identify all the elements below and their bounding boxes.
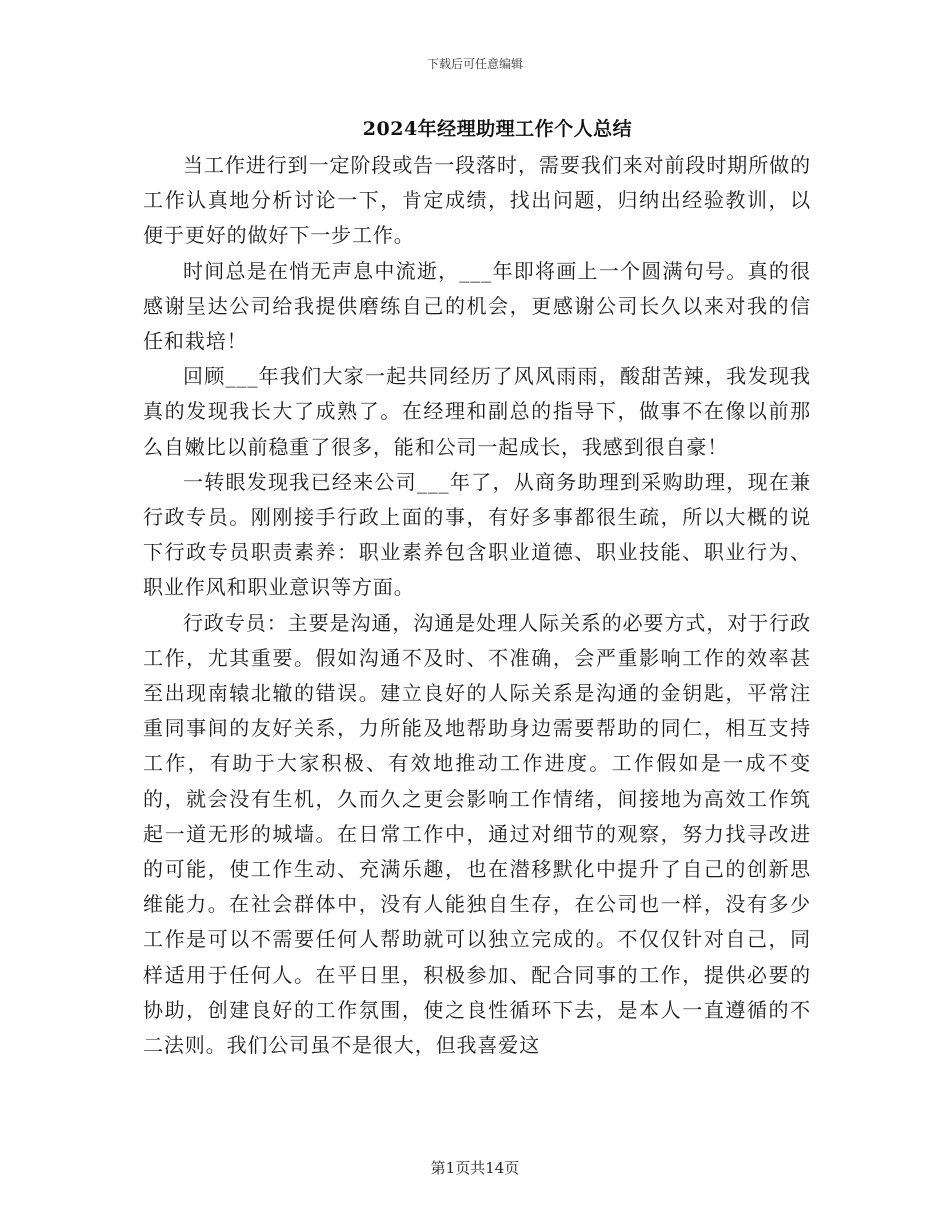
paragraph: 时间总是在悄无声息中流逝，___年即将画上一个圆满句号。真的很感谢呈达公司给我提供磨练自己的机会，更感谢公司长久以来对我的信任和栽培！ xyxy=(143,258,811,354)
document-body xyxy=(143,148,811,1063)
paragraph: 当工作进行到一定阶段或告一段落时，需要我们来对前段时期所做的工作认真地分析讨论一下，肯定成绩，找出问题，归纳出经验教训，以便于更好的做好下一步工作。 xyxy=(143,153,811,248)
page-number: 第1页共14页 xyxy=(430,1159,520,1177)
document-title: 2024年经理助理工作个人总结 xyxy=(362,118,633,140)
paragraph: 行政专员：主要是沟通，沟通是处理人际关系的必要方式，对于行政工作，尤其重要。假如沟通不及时、不准确，会严重影响工作的效率甚至出现南辕北辙的错误。建立良好的人际关系是沟通的金钥匙，平常注重同事间的友好关系，力所能及地帮助身边需要帮助的同仁，相互支持工作，有助于大家积极、有效地推动工作进度。工作假如是一成不变的，就会没有生机，久而久之更会影响工作情绪，间接地为高效工作筑起一道无形的城墙。在日常工作中，通过对细节的观察，努力找寻改进的可能，使工作生动、充满乐趣，也在潜移默化中提升了自己的创新思维能力。在社会群体中，没有人能独自生存，在公司也一样，没有多少工作是可以不需要任何人帮助就可以独立完成的。不仅仅针对自己，同样适用于任何人。在平日里，积极参加、配合同事的工作，提供必要的协助，创建良好的工作氛围，使之良性循环下去，是本人一直遵循的不二法则。我们公司虽不是很大，但我喜爱这 xyxy=(143,610,811,1058)
header-note: 下载后可任意编辑 xyxy=(426,57,523,71)
paragraph: 一转眼发现我已经来公司___年了，从商务助理到采购助理，现在兼行政专员。刚刚接手行政上面的事，有好多事都很生疏，所以大概的说下行政专员职责素养：职业素养包含职业道德、职业技能、职业行为、职业作风和职业意识等方面。 xyxy=(143,469,811,600)
paragraph: 回顾___年我们大家一起共同经历了风风雨雨，酸甜苦辣，我发现我真的发现我长大了成熟了。在经理和副总的指导下，做事不在像以前那么自嫩比以前稳重了很多，能和公司一起成长，我感到很自豪！ xyxy=(143,364,811,459)
